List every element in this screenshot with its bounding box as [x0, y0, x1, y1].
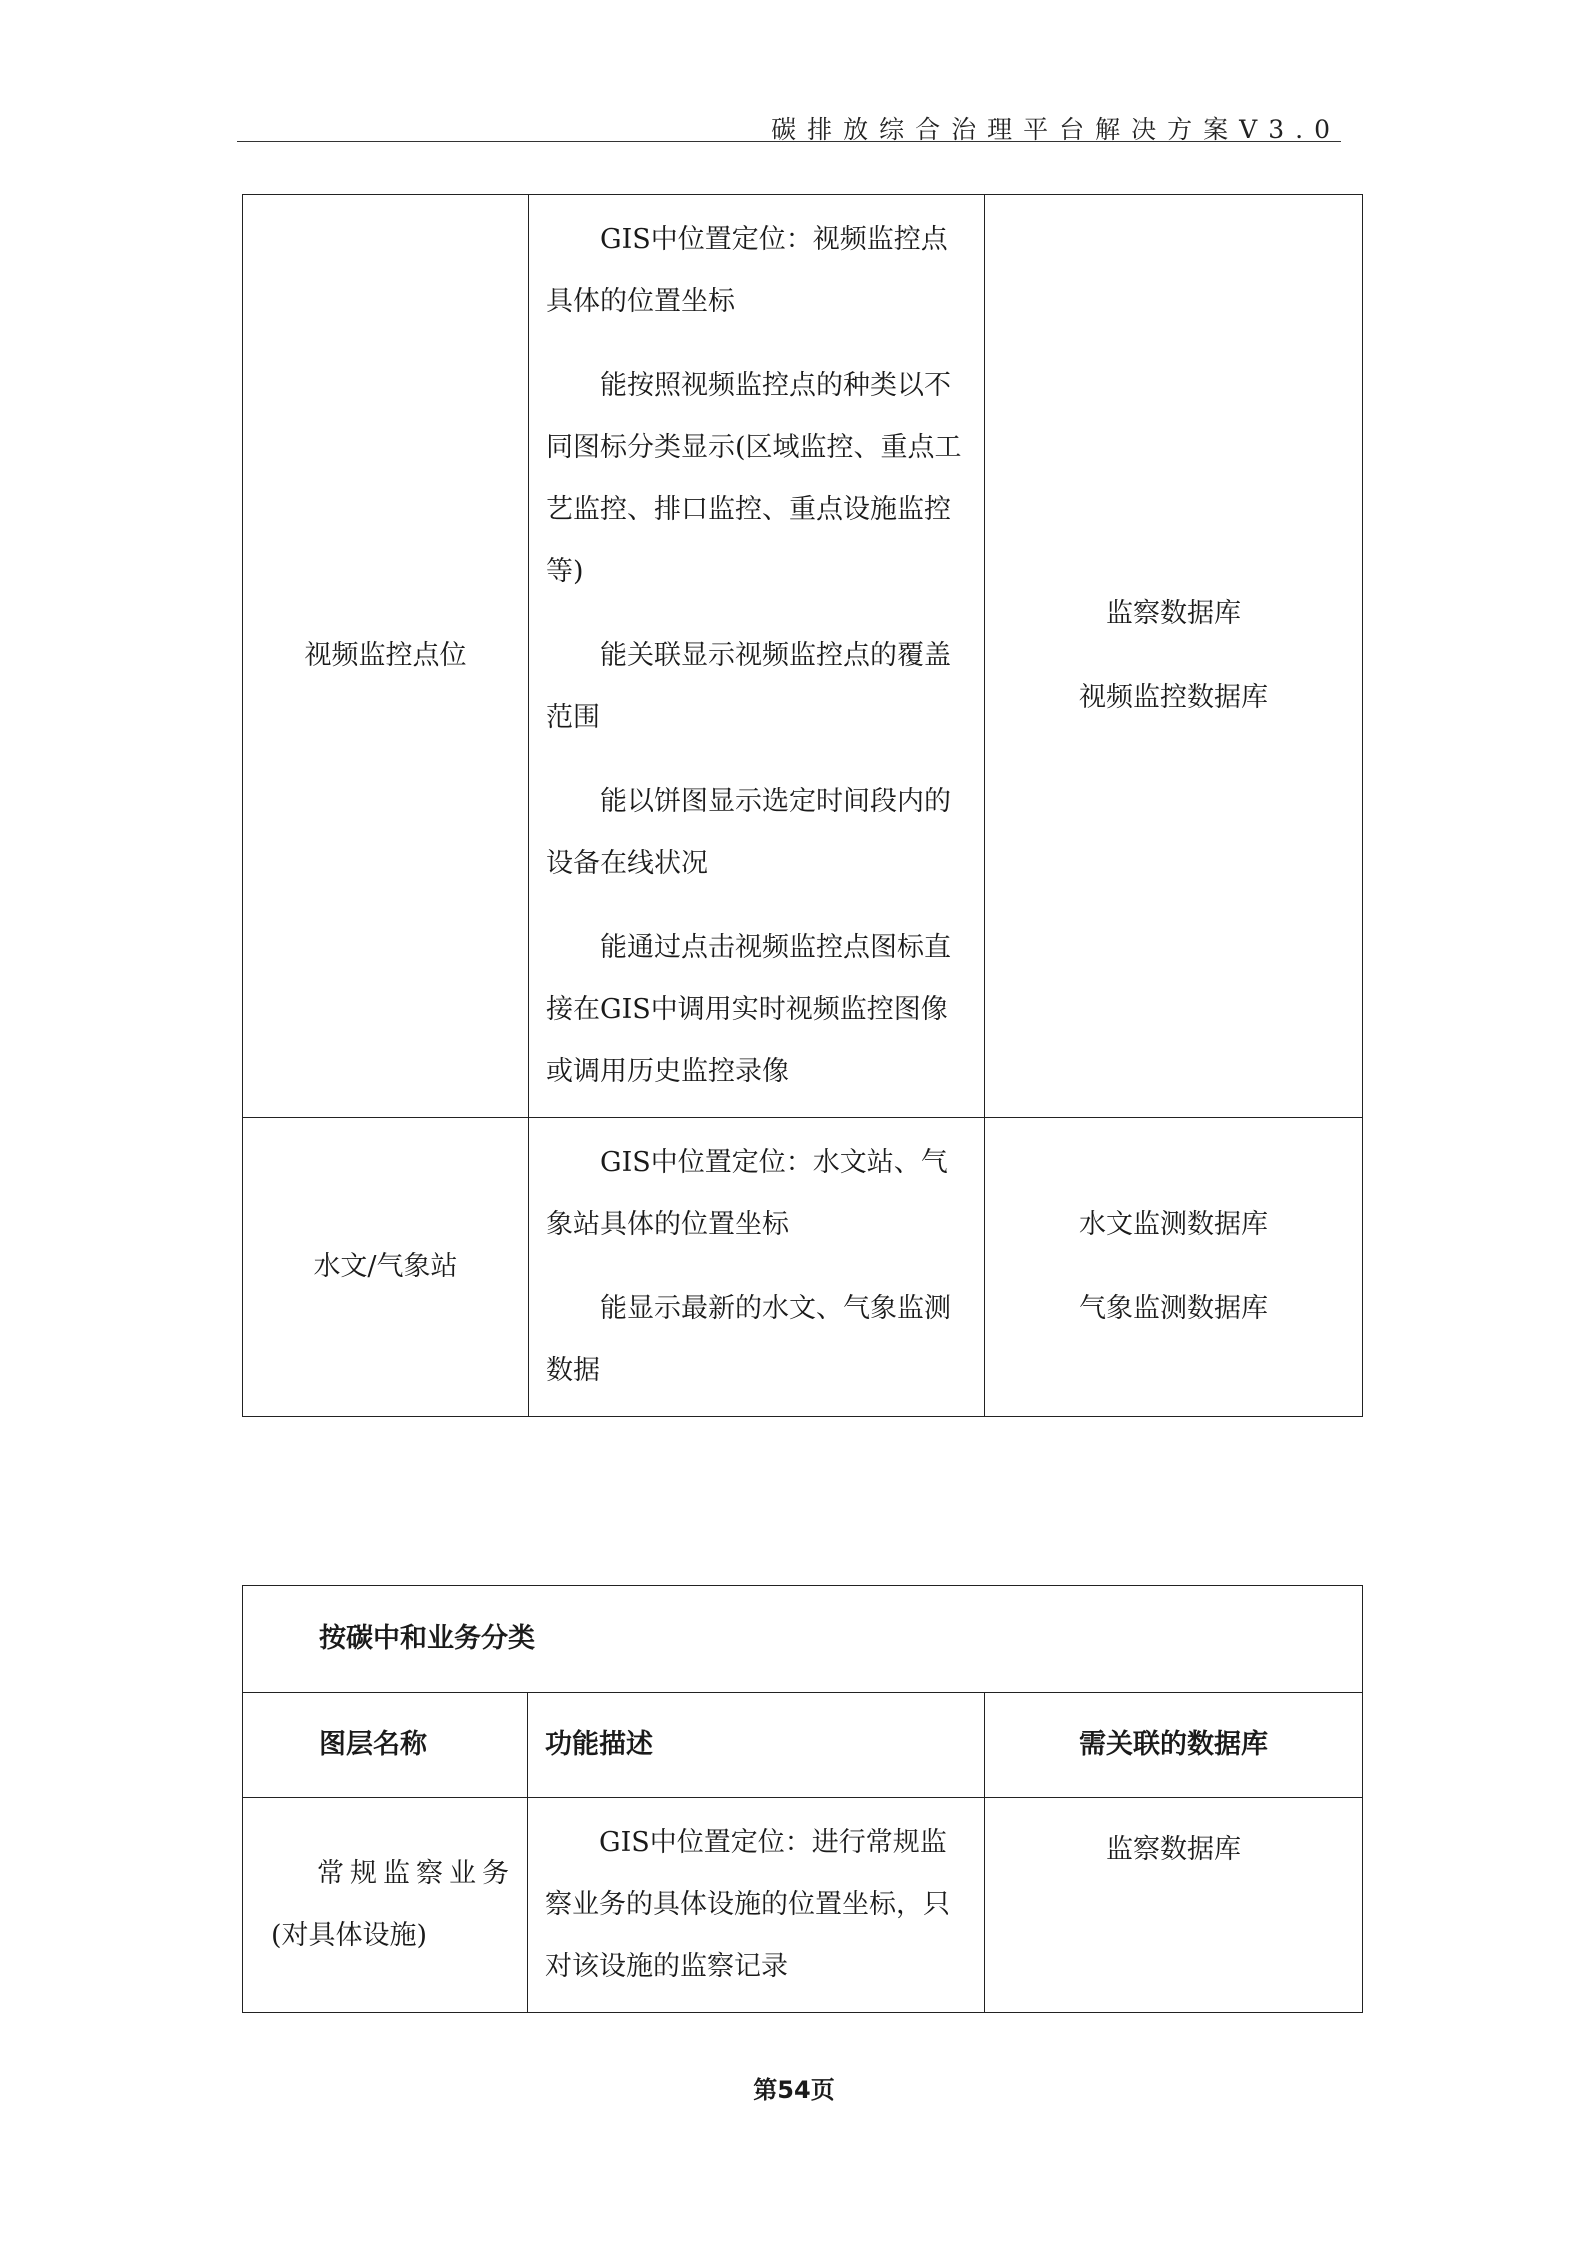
database-cell	[985, 195, 1363, 1118]
function-description-cell	[529, 1118, 985, 1417]
description-paragraph: 能按照视频监控点的种类以不同图标分类显示(区域监控、重点工艺监控、排口监控、重点设施监控等)	[546, 370, 962, 587]
description-paragraph: 能显示最新的水文、气象监测数据	[546, 1293, 951, 1386]
table-row	[243, 195, 1363, 1118]
carbon-business-layer-table	[242, 1585, 1363, 2013]
description-paragraph: 能通过点击视频监控点图标直接在GIS中调用实时视频监控图像或调用历史监控录像	[546, 932, 951, 1087]
column-header-function: 功能描述	[528, 1693, 985, 1798]
description-paragraph: GIS中位置定位：水文站、气象站具体的位置坐标	[546, 1147, 948, 1240]
table-row	[243, 1118, 1363, 1417]
document-header-title: 碳排放综合治理平台解决方案V3.0	[771, 115, 1341, 144]
table-caption-row	[243, 1586, 1363, 1693]
layer-name-line: (对具体设施)	[271, 1920, 428, 1951]
description-paragraph: GIS中位置定位：进行常规监察业务的具体设施的位置坐标，只对该设施的监察记录	[545, 1827, 950, 1982]
function-description-cell	[529, 195, 985, 1118]
header-divider	[237, 141, 1341, 142]
layer-name-cell	[243, 1798, 528, 2013]
database-name: 水文监测数据库	[1079, 1209, 1268, 1240]
function-description-cell	[528, 1798, 985, 2013]
column-header-database: 需关联的数据库	[985, 1693, 1363, 1798]
description-paragraph: GIS中位置定位：视频监控点具体的位置坐标	[546, 224, 948, 317]
table-row	[243, 1798, 1363, 2013]
database-name: 视频监控数据库	[1079, 682, 1268, 713]
database-name: 气象监测数据库	[1079, 1293, 1268, 1324]
database-cell	[985, 1118, 1363, 1417]
description-paragraph: 能以饼图显示选定时间段内的设备在线状况	[546, 786, 951, 879]
layer-name-cell: 水文/气象站	[243, 1118, 529, 1417]
column-header-layer-name: 图层名称	[243, 1693, 528, 1798]
table-caption: 按碳中和业务分类	[243, 1586, 1363, 1693]
description-paragraph: 能关联显示视频监控点的覆盖范围	[546, 640, 951, 733]
database-name: 监察数据库	[1106, 1834, 1242, 1865]
database-name: 监察数据库	[1106, 598, 1241, 629]
table-header-row	[243, 1693, 1363, 1798]
database-cell	[985, 1798, 1363, 2013]
page-number: 第54页	[753, 2076, 835, 2104]
layer-function-table	[242, 194, 1363, 1417]
layer-name-cell: 视频监控点位	[243, 195, 529, 1118]
layer-name-line: 常规监察业务	[317, 1858, 509, 1889]
